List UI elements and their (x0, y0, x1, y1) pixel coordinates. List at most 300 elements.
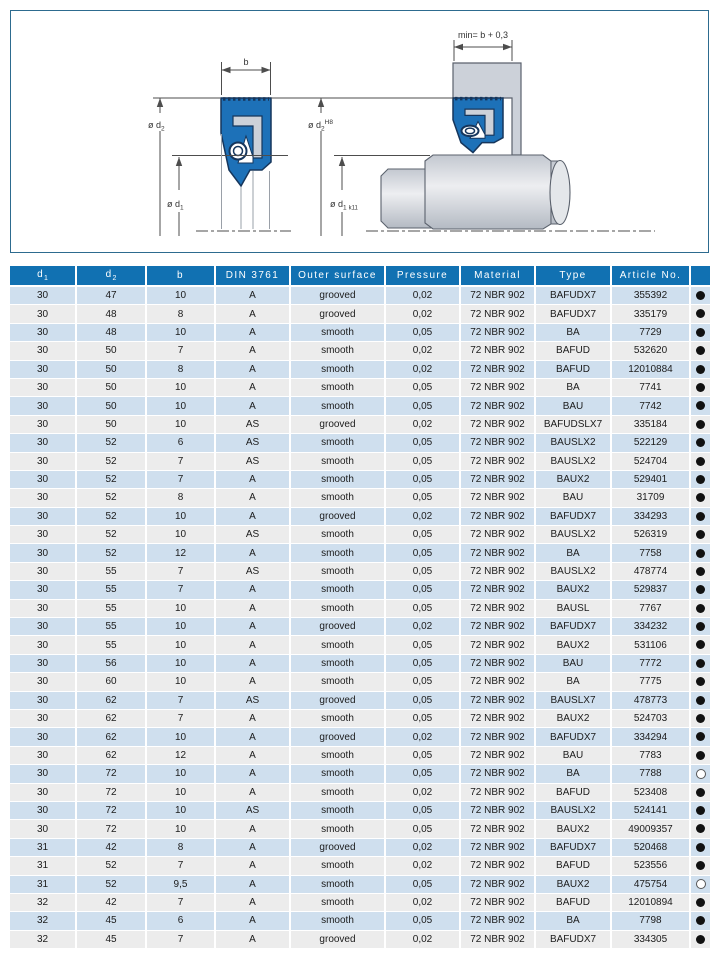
cell-availability (690, 912, 710, 930)
installation-view (271, 30, 655, 236)
arrow-right-icon (503, 44, 512, 50)
col-header-article-no: Article No. (611, 266, 690, 286)
cell-d1: 32 (10, 893, 76, 911)
cell-article-no: 334305 (611, 930, 690, 948)
cell-availability (690, 507, 710, 525)
availability-dot-filled (696, 383, 705, 392)
cell-pressure: 0,02 (385, 857, 460, 875)
cell-availability (690, 801, 710, 819)
cell-material: 72 NBR 902 (460, 875, 535, 893)
cell-b: 7 (146, 581, 215, 599)
table-row (10, 783, 710, 801)
cell-d1: 30 (10, 709, 76, 727)
dim-label-min-width: min= b + 0,3 (457, 30, 509, 40)
seal-table (10, 266, 710, 949)
cell-pressure: 0,05 (385, 820, 460, 838)
cell-type: BAFUD (535, 857, 611, 875)
cell-material: 72 NBR 902 (460, 544, 535, 562)
cell-b: 6 (146, 434, 215, 452)
cell-article-no: 12010894 (611, 893, 690, 911)
cell-b: 10 (146, 526, 215, 544)
cell-d2: 48 (76, 323, 146, 341)
cell-d2: 52 (76, 544, 146, 562)
cell-pressure: 0,05 (385, 581, 460, 599)
cell-d1: 32 (10, 912, 76, 930)
cell-availability (690, 360, 710, 378)
cell-material: 72 NBR 902 (460, 378, 535, 396)
availability-dot-filled (696, 714, 705, 723)
cell-pressure: 0,05 (385, 709, 460, 727)
cell-availability (690, 838, 710, 856)
cell-din-3761: A (215, 581, 290, 599)
cell-d1: 30 (10, 507, 76, 525)
cell-type: BAFUDSLX7 (535, 415, 611, 433)
table-row (10, 378, 710, 396)
cell-outer-surface: smooth (290, 875, 385, 893)
cell-din-3761: A (215, 378, 290, 396)
cell-pressure: 0,02 (385, 783, 460, 801)
cell-din-3761: A (215, 618, 290, 636)
cell-d1: 31 (10, 875, 76, 893)
cell-b: 12 (146, 746, 215, 764)
cell-article-no: 526319 (611, 526, 690, 544)
cell-availability (690, 691, 710, 709)
cell-din-3761: AS (215, 562, 290, 580)
cell-outer-surface: smooth (290, 801, 385, 819)
cell-pressure: 0,05 (385, 544, 460, 562)
cell-b: 7 (146, 470, 215, 488)
table-row (10, 526, 710, 544)
cell-outer-surface: smooth (290, 434, 385, 452)
cell-material: 72 NBR 902 (460, 489, 535, 507)
cell-b: 6 (146, 912, 215, 930)
cell-material: 72 NBR 902 (460, 599, 535, 617)
cell-material: 72 NBR 902 (460, 415, 535, 433)
cell-b: 7 (146, 691, 215, 709)
cell-outer-surface: smooth (290, 783, 385, 801)
dimension-min-width (454, 40, 512, 61)
cell-d2: 55 (76, 599, 146, 617)
cell-d1: 30 (10, 452, 76, 470)
cell-article-no: 7788 (611, 765, 690, 783)
cell-d2: 48 (76, 305, 146, 323)
cell-article-no: 7783 (611, 746, 690, 764)
cell-article-no: 334232 (611, 618, 690, 636)
table-row (10, 673, 710, 691)
cell-din-3761: AS (215, 452, 290, 470)
cell-type: BAUX2 (535, 581, 611, 599)
col-header-din-3761: DIN 3761 (215, 266, 290, 286)
availability-dot-filled (696, 346, 705, 355)
cell-d2: 50 (76, 360, 146, 378)
cell-article-no: 478773 (611, 691, 690, 709)
availability-dot-filled (696, 585, 705, 594)
cell-outer-surface: smooth (290, 654, 385, 672)
cell-availability (690, 618, 710, 636)
availability-dot-filled (696, 659, 705, 668)
cell-material: 72 NBR 902 (460, 470, 535, 488)
cell-pressure: 0,05 (385, 912, 460, 930)
cell-pressure: 0,05 (385, 673, 460, 691)
availability-dot-filled (696, 806, 705, 815)
cell-material: 72 NBR 902 (460, 728, 535, 746)
availability-dot-filled (696, 420, 705, 429)
cell-pressure: 0,05 (385, 434, 460, 452)
cell-pressure: 0,05 (385, 470, 460, 488)
cell-article-no: 334294 (611, 728, 690, 746)
table-row (10, 544, 710, 562)
cell-d1: 30 (10, 599, 76, 617)
availability-dot-filled (696, 567, 705, 576)
cell-d1: 30 (10, 728, 76, 746)
cell-d2: 52 (76, 452, 146, 470)
availability-dot-filled (696, 475, 705, 484)
cell-d1: 30 (10, 544, 76, 562)
cell-outer-surface: smooth (290, 765, 385, 783)
availability-dot-filled (696, 291, 705, 300)
table-row (10, 912, 710, 930)
cell-b: 10 (146, 728, 215, 746)
cell-outer-surface: smooth (290, 470, 385, 488)
cell-d2: 52 (76, 507, 146, 525)
availability-dot-filled (696, 309, 705, 318)
cell-pressure: 0,05 (385, 562, 460, 580)
cell-din-3761: A (215, 342, 290, 360)
cell-material: 72 NBR 902 (460, 801, 535, 819)
availability-dot-filled (696, 604, 705, 613)
cell-type: BAFUD (535, 783, 611, 801)
cell-din-3761: AS (215, 415, 290, 433)
arrow-right-icon (262, 67, 271, 73)
technical-drawing (0, 0, 720, 256)
cell-d2: 62 (76, 746, 146, 764)
cell-type: BAUSL (535, 599, 611, 617)
cell-outer-surface: smooth (290, 323, 385, 341)
cell-b: 7 (146, 893, 215, 911)
cell-din-3761: A (215, 838, 290, 856)
cell-din-3761: A (215, 783, 290, 801)
cell-availability (690, 526, 710, 544)
cell-outer-surface: smooth (290, 746, 385, 764)
cell-type: BAFUDX7 (535, 507, 611, 525)
cell-outer-surface: grooved (290, 286, 385, 305)
cell-article-no: 31709 (611, 489, 690, 507)
seal-section-view (148, 57, 291, 236)
cell-pressure: 0,02 (385, 415, 460, 433)
cell-type: BAUX2 (535, 709, 611, 727)
cell-outer-surface: smooth (290, 581, 385, 599)
cell-type: BAUX2 (535, 875, 611, 893)
cell-type: BAU (535, 746, 611, 764)
table-row (10, 305, 710, 323)
cell-d1: 30 (10, 360, 76, 378)
cell-pressure: 0,05 (385, 599, 460, 617)
cell-din-3761: A (215, 544, 290, 562)
cell-pressure: 0,02 (385, 342, 460, 360)
cell-type: BAFUDX7 (535, 618, 611, 636)
cell-din-3761: A (215, 857, 290, 875)
cell-type: BA (535, 912, 611, 930)
cell-type: BAFUDX7 (535, 838, 611, 856)
cell-pressure: 0,02 (385, 507, 460, 525)
cell-outer-surface: grooved (290, 930, 385, 948)
col-header-b: b (146, 266, 215, 286)
cell-type: BAFUD (535, 360, 611, 378)
cell-d1: 30 (10, 673, 76, 691)
cell-b: 10 (146, 286, 215, 305)
cell-availability (690, 581, 710, 599)
shaft (381, 155, 570, 229)
arrow-up-icon (157, 98, 163, 107)
arrow-up-icon (176, 157, 182, 166)
availability-dot-filled (696, 732, 705, 741)
cell-d2: 45 (76, 930, 146, 948)
cell-outer-surface: grooved (290, 507, 385, 525)
cell-article-no: 531106 (611, 636, 690, 654)
cell-din-3761: A (215, 765, 290, 783)
cell-d2: 47 (76, 286, 146, 305)
cell-d1: 30 (10, 801, 76, 819)
table-row (10, 765, 710, 783)
availability-dot-filled (696, 898, 705, 907)
arrow-left-icon (222, 67, 231, 73)
availability-dot-open (696, 879, 706, 889)
cell-d1: 30 (10, 783, 76, 801)
table-row (10, 820, 710, 838)
cell-pressure: 0,02 (385, 893, 460, 911)
cell-pressure: 0,02 (385, 838, 460, 856)
cell-availability (690, 746, 710, 764)
cell-type: BA (535, 673, 611, 691)
table-row (10, 470, 710, 488)
cell-d2: 50 (76, 378, 146, 396)
table-row (10, 286, 710, 305)
cell-type: BAFUDX7 (535, 930, 611, 948)
table-row (10, 581, 710, 599)
cell-d2: 42 (76, 893, 146, 911)
cell-article-no: 7772 (611, 654, 690, 672)
cell-material: 72 NBR 902 (460, 507, 535, 525)
availability-dot-filled (696, 861, 705, 870)
col-header-material: Material (460, 266, 535, 286)
cell-b: 10 (146, 507, 215, 525)
table-header-row (10, 266, 710, 286)
cell-b: 10 (146, 378, 215, 396)
cell-pressure: 0,05 (385, 323, 460, 341)
dimension-d2-left (153, 98, 220, 236)
cell-b: 10 (146, 323, 215, 341)
cell-material: 72 NBR 902 (460, 286, 535, 305)
cell-article-no: 49009357 (611, 820, 690, 838)
cell-b: 10 (146, 783, 215, 801)
seal-profile-installed (453, 98, 503, 153)
cell-din-3761: A (215, 507, 290, 525)
table-row (10, 489, 710, 507)
cell-d1: 30 (10, 636, 76, 654)
cell-pressure: 0,05 (385, 452, 460, 470)
cell-type: BA (535, 323, 611, 341)
availability-dot-filled (696, 438, 705, 447)
cell-d1: 30 (10, 765, 76, 783)
cell-b: 7 (146, 562, 215, 580)
cell-pressure: 0,02 (385, 305, 460, 323)
dim-label-d2-left: ø $d_2$ (148, 120, 165, 133)
cell-material: 72 NBR 902 (460, 893, 535, 911)
cell-outer-surface: grooved (290, 618, 385, 636)
cell-outer-surface: smooth (290, 378, 385, 396)
availability-dot-filled (696, 788, 705, 797)
cell-type: BAFUDX7 (535, 286, 611, 305)
cell-outer-surface: grooved (290, 415, 385, 433)
cell-pressure: 0,02 (385, 728, 460, 746)
availability-dot-filled (696, 365, 705, 374)
cell-d2: 55 (76, 636, 146, 654)
cell-availability (690, 415, 710, 433)
cell-d2: 50 (76, 397, 146, 415)
cell-d2: 52 (76, 526, 146, 544)
cell-article-no: 335179 (611, 305, 690, 323)
cell-d1: 30 (10, 397, 76, 415)
cell-din-3761: A (215, 728, 290, 746)
cell-availability (690, 875, 710, 893)
cell-material: 72 NBR 902 (460, 930, 535, 948)
cell-article-no: 523408 (611, 783, 690, 801)
table-row (10, 434, 710, 452)
dim-label-d1-right: ø $d_1$ k11 (330, 199, 358, 212)
availability-dot-filled (696, 677, 705, 686)
cell-material: 72 NBR 902 (460, 654, 535, 672)
cell-b: 10 (146, 654, 215, 672)
table-row (10, 342, 710, 360)
cell-d1: 30 (10, 746, 76, 764)
cell-type: BA (535, 765, 611, 783)
cell-availability (690, 857, 710, 875)
cell-b: 7 (146, 930, 215, 948)
cell-article-no: 523556 (611, 857, 690, 875)
cell-d2: 72 (76, 801, 146, 819)
table-row (10, 636, 710, 654)
cell-d1: 30 (10, 323, 76, 341)
cell-d2: 55 (76, 581, 146, 599)
cell-d1: 31 (10, 838, 76, 856)
col-header-d2: $d_2$ (76, 266, 146, 286)
cell-type: BAUX2 (535, 636, 611, 654)
cell-availability (690, 562, 710, 580)
cell-availability (690, 434, 710, 452)
cell-article-no: 529401 (611, 470, 690, 488)
cell-availability (690, 452, 710, 470)
dim-label-d1-left: ø $d_1$ (167, 199, 184, 212)
cell-outer-surface: smooth (290, 452, 385, 470)
col-header-d1: $d_1$ (10, 266, 76, 286)
cell-pressure: 0,05 (385, 526, 460, 544)
cell-material: 72 NBR 902 (460, 342, 535, 360)
availability-dot-filled (696, 935, 705, 944)
cell-din-3761: AS (215, 526, 290, 544)
cell-outer-surface: smooth (290, 636, 385, 654)
cell-din-3761: A (215, 599, 290, 617)
cell-material: 72 NBR 902 (460, 765, 535, 783)
cell-outer-surface: grooved (290, 691, 385, 709)
cell-b: 10 (146, 415, 215, 433)
cell-outer-surface: smooth (290, 599, 385, 617)
cell-outer-surface: grooved (290, 728, 385, 746)
cell-article-no: 7758 (611, 544, 690, 562)
cell-outer-surface: smooth (290, 709, 385, 727)
cell-article-no: 7767 (611, 599, 690, 617)
cell-d1: 30 (10, 618, 76, 636)
cell-material: 72 NBR 902 (460, 360, 535, 378)
cell-type: BA (535, 544, 611, 562)
table-row (10, 452, 710, 470)
cell-d2: 42 (76, 838, 146, 856)
col-header-outer-surface: Outer surface (290, 266, 385, 286)
availability-dot-filled (696, 824, 705, 833)
cell-availability (690, 323, 710, 341)
cell-b: 8 (146, 838, 215, 856)
cell-d1: 30 (10, 489, 76, 507)
cell-article-no: 7729 (611, 323, 690, 341)
cell-availability (690, 673, 710, 691)
cell-b: 7 (146, 709, 215, 727)
cell-b: 10 (146, 673, 215, 691)
cell-article-no: 7798 (611, 912, 690, 930)
availability-dot-filled (696, 843, 705, 852)
availability-dot-filled (696, 696, 705, 705)
arrow-left-icon (454, 44, 463, 50)
cell-din-3761: A (215, 286, 290, 305)
table-row (10, 397, 710, 415)
cell-type: BAUSLX2 (535, 526, 611, 544)
cell-pressure: 0,05 (385, 378, 460, 396)
cell-d2: 50 (76, 415, 146, 433)
table-row (10, 415, 710, 433)
cell-din-3761: A (215, 709, 290, 727)
cell-din-3761: A (215, 305, 290, 323)
cell-availability (690, 342, 710, 360)
cell-type: BAFUD (535, 342, 611, 360)
cell-d1: 30 (10, 581, 76, 599)
cell-article-no: 524703 (611, 709, 690, 727)
cell-article-no: 12010884 (611, 360, 690, 378)
cell-pressure: 0,02 (385, 618, 460, 636)
cell-d2: 60 (76, 673, 146, 691)
cell-b: 9,5 (146, 875, 215, 893)
cell-availability (690, 599, 710, 617)
cell-availability (690, 378, 710, 396)
table-row (10, 838, 710, 856)
cell-type: BAUSLX2 (535, 434, 611, 452)
cell-outer-surface: smooth (290, 673, 385, 691)
cell-b: 10 (146, 801, 215, 819)
availability-dot-filled (696, 512, 705, 521)
availability-dot-filled (696, 916, 705, 925)
cell-d1: 30 (10, 654, 76, 672)
cell-b: 8 (146, 360, 215, 378)
cell-d1: 30 (10, 305, 76, 323)
cell-d2: 72 (76, 820, 146, 838)
cell-din-3761: A (215, 489, 290, 507)
availability-dot-filled (696, 401, 705, 410)
cell-d2: 72 (76, 765, 146, 783)
cell-d2: 50 (76, 342, 146, 360)
cell-availability (690, 893, 710, 911)
cell-b: 8 (146, 489, 215, 507)
cell-article-no: 522129 (611, 434, 690, 452)
cell-d2: 55 (76, 562, 146, 580)
cell-type: BAFUD (535, 893, 611, 911)
cell-type: BAUX2 (535, 470, 611, 488)
